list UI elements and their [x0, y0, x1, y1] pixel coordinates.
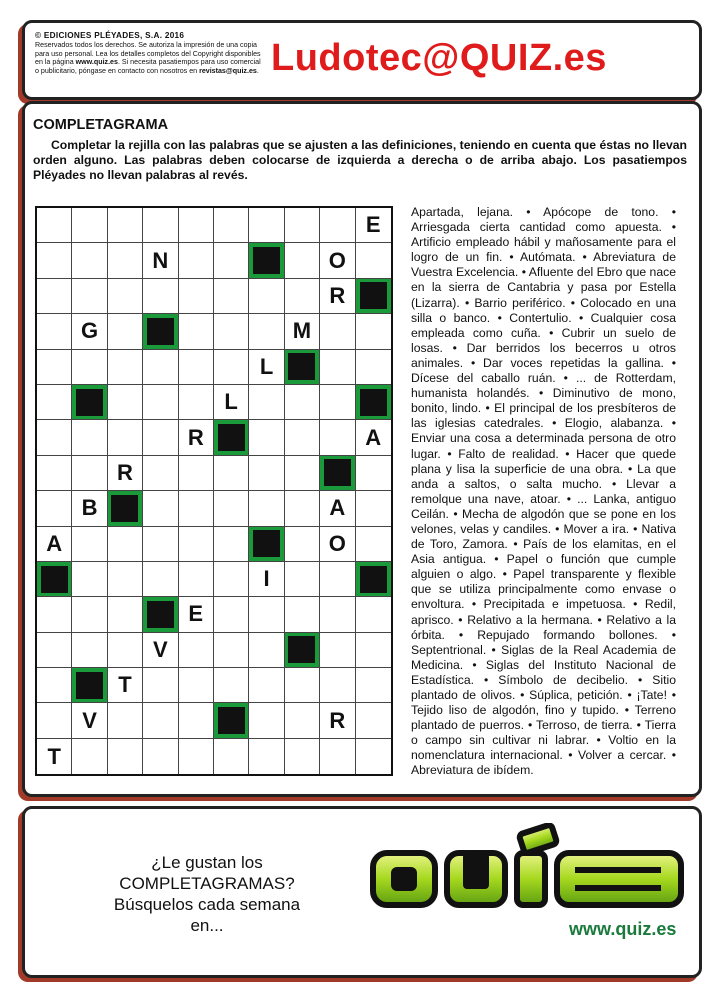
grid-empty-cell[interactable] [249, 597, 284, 632]
grid-letter-cell[interactable]: A [37, 527, 72, 562]
grid-letter-cell[interactable]: N [143, 243, 178, 278]
grid-empty-cell[interactable] [179, 562, 214, 597]
grid-empty-cell[interactable] [285, 385, 320, 420]
grid-empty-cell[interactable] [285, 279, 320, 314]
grid-empty-cell[interactable] [214, 527, 249, 562]
grid-empty-cell[interactable] [320, 668, 355, 703]
grid-empty-cell[interactable] [214, 350, 249, 385]
grid-empty-cell[interactable] [143, 279, 178, 314]
grid-empty-cell[interactable] [356, 703, 391, 738]
grid-empty-cell[interactable] [285, 668, 320, 703]
grid-letter-cell[interactable]: B [72, 491, 107, 526]
grid-empty-cell[interactable] [249, 279, 284, 314]
grid-black-cell [285, 633, 320, 668]
grid-empty-cell[interactable] [249, 668, 284, 703]
grid-black-cell [108, 491, 143, 526]
clue-list: Apartada, lejana. • Apócope de tono. • Arriesgada cierta cantidad como apuesta. • Artificio empleado hábil y mañosamente para el logro de un fin. • Autómata. • Abreviatura de Vuestra Excelencia. • Afluente del Ebro que nace en la sierra de Cantabria y pasa por Estella (Lizarra). • Barrio periférico. • Colocado en una silla o banco. • Contertulio. • Cualquier cosa empleada como cuña. • Cubrir un suelo de losas. • Dar berridos los becerros u otros animales. • Dar voces repetidas la gallina. • Dícese del caballo ruán. • ... de Rotterdam, humanista holandés. • Diminutivo de mono, bonito, lindo. • El principal de los presbíteros de las iglesias catedrales. • Elogio, alabanza. • Enviar una cosa a determinada persona de otro lugar. • Falto de realidad. • Hacer que quede plana y lisa la superficie de una obra. • La que anda a saltos, o salta mucho. • Llevar a remolque una nave, atoar. • ... Lanka, antiguo Ceilán. • Mecha de algodón que se pone en los velones, velas y candiles. • Mover a ira. • Nativa de Toro, Zamora. • País de los elamitas, en el Asia antigua. • Papel o función que cumple alguien o algo. • Papel transparente y flexible que se utiliza principalmente como envase o envoltura. • Precipitada e impetuosa. • Redil, aprisco. • Relativo a la hermana. • Relativo a la órbita. • Repujado formando bollones. • Septentrional. • Siglas de la Real Academia de Medicina. • Siglas del Instituto Nacional de Estadística. • Símbolo de decibelio. • Sitio plantado de olivos. • Súplica, petición. • ¡Tate! • Tejido liso de algodón, fino y tupido. • Terreno plantado de puerros. • Terroso, de tierra. • Tierra o campo sin cultivar ni labrar. • Voltio en la nomenclatura internacional. • Volver a cercar. • Abreviatura de ibídem. [411, 205, 676, 778]
copyright-text-1: Reservados todos los derechos. Se autoriza la impresión de una copia para uso personal. Lea los detalles completos del Copyright disponibles en la página [35, 41, 261, 66]
grid-letter-cell[interactable]: R [179, 420, 214, 455]
grid-empty-cell[interactable] [108, 279, 143, 314]
grid-empty-cell[interactable] [37, 243, 72, 278]
grid-empty-cell[interactable] [249, 314, 284, 349]
grid-empty-cell[interactable] [179, 739, 214, 774]
grid-empty-cell[interactable] [214, 243, 249, 278]
grid-empty-cell[interactable] [214, 739, 249, 774]
copyright-text-2: . Si necesita pasatiempos para uso comercial o publicitario, póngase en contacto con nosotros en [35, 58, 261, 75]
grid-empty-cell[interactable] [72, 350, 107, 385]
grid-black-cell [72, 668, 107, 703]
logo-letter-z [557, 853, 681, 905]
grid-letter-cell[interactable]: L [249, 350, 284, 385]
grid-empty-cell[interactable] [285, 243, 320, 278]
copyright-email-link[interactable]: revistas@quiz.es [199, 66, 257, 75]
grid-empty-cell[interactable] [37, 456, 72, 491]
grid-empty-cell[interactable] [72, 597, 107, 632]
grid-letter-cell[interactable]: V [143, 633, 178, 668]
grid-black-cell [143, 314, 178, 349]
grid-empty-cell[interactable] [214, 562, 249, 597]
grid-empty-cell[interactable] [72, 420, 107, 455]
grid-empty-cell[interactable] [179, 279, 214, 314]
grid-empty-cell[interactable] [143, 739, 178, 774]
grid-black-cell [285, 350, 320, 385]
website-link[interactable]: www.quiz.es [569, 919, 677, 939]
grid-empty-cell[interactable] [320, 385, 355, 420]
grid-empty-cell[interactable] [285, 597, 320, 632]
grid-empty-cell[interactable] [143, 208, 178, 243]
grid-letter-cell[interactable]: T [37, 739, 72, 774]
grid-empty-cell[interactable] [143, 350, 178, 385]
grid-black-cell [356, 385, 391, 420]
grid-empty-cell[interactable] [108, 243, 143, 278]
grid-empty-cell[interactable] [179, 350, 214, 385]
grid-letter-cell[interactable]: E [179, 597, 214, 632]
grid-empty-cell[interactable] [179, 208, 214, 243]
grid-empty-cell[interactable] [37, 350, 72, 385]
copyright-site-link[interactable]: www.quiz.es [75, 58, 118, 66]
grid-letter-cell[interactable]: R [108, 456, 143, 491]
grid-empty-cell[interactable] [214, 208, 249, 243]
grid-empty-cell[interactable] [108, 385, 143, 420]
grid-empty-cell[interactable] [143, 491, 178, 526]
grid-empty-cell[interactable] [285, 208, 320, 243]
grid-empty-cell[interactable] [320, 208, 355, 243]
grid-letter-cell[interactable]: V [72, 703, 107, 738]
grid-empty-cell[interactable] [37, 491, 72, 526]
grid-empty-cell[interactable] [72, 208, 107, 243]
grid-black-cell [356, 279, 391, 314]
grid-empty-cell[interactable] [143, 562, 178, 597]
brand-logo: Ludotec@QUIZ.es [271, 37, 607, 79]
grid-empty-cell[interactable] [249, 420, 284, 455]
grid-empty-cell[interactable] [37, 703, 72, 738]
grid-empty-cell[interactable] [72, 633, 107, 668]
grid-empty-cell[interactable] [356, 527, 391, 562]
grid-empty-cell[interactable] [108, 739, 143, 774]
grid-letter-cell[interactable]: A [356, 420, 391, 455]
grid-empty-cell[interactable] [72, 456, 107, 491]
grid-empty-cell[interactable] [108, 420, 143, 455]
grid-empty-cell[interactable] [249, 739, 284, 774]
puzzle-box [22, 101, 702, 797]
grid-empty-cell[interactable] [249, 385, 284, 420]
grid-empty-cell[interactable] [72, 527, 107, 562]
grid-empty-cell[interactable] [179, 491, 214, 526]
grid-empty-cell[interactable] [143, 703, 178, 738]
grid-empty-cell[interactable] [72, 562, 107, 597]
grid-empty-cell[interactable] [285, 739, 320, 774]
grid-empty-cell[interactable] [179, 456, 214, 491]
grid-empty-cell[interactable] [72, 279, 107, 314]
grid-empty-cell[interactable] [108, 527, 143, 562]
grid-empty-cell[interactable] [356, 668, 391, 703]
grid-black-cell [249, 243, 284, 278]
grid-black-cell [320, 456, 355, 491]
grid-black-cell [72, 385, 107, 420]
puzzle-instructions: Completar la rejilla con las palabras que se ajusten a las definiciones, teniendo en cuenta que éstas no llevan orden alguno. Las palabras deben colocarse de izquierda a derecha o de arriba abajo. Los pasatiempos Pléyades no llevan palabras al revés. [33, 138, 687, 182]
grid-letter-cell[interactable]: E [356, 208, 391, 243]
grid-empty-cell[interactable] [356, 243, 391, 278]
grid-black-cell [143, 597, 178, 632]
grid-empty-cell[interactable] [37, 597, 72, 632]
grid-empty-cell[interactable] [37, 314, 72, 349]
grid-empty-cell[interactable] [285, 703, 320, 738]
copyright-notice [35, 31, 263, 75]
grid-empty-cell[interactable] [249, 491, 284, 526]
grid-empty-cell[interactable] [214, 279, 249, 314]
logo-letter-i [517, 853, 545, 905]
grid-empty-cell[interactable] [356, 456, 391, 491]
grid-empty-cell[interactable] [108, 314, 143, 349]
grid-empty-cell[interactable] [108, 350, 143, 385]
grid-letter-cell[interactable]: T [108, 668, 143, 703]
grid-letter-cell[interactable]: M [285, 314, 320, 349]
copyright-text-3: . [256, 66, 259, 75]
grid-empty-cell[interactable] [143, 385, 178, 420]
grid-empty-cell[interactable] [285, 491, 320, 526]
grid-empty-cell[interactable] [179, 527, 214, 562]
quiz-logo [365, 823, 695, 919]
grid-empty-cell[interactable] [249, 456, 284, 491]
grid-empty-cell[interactable] [37, 668, 72, 703]
grid-black-cell [214, 420, 249, 455]
publisher-line: © EDICIONES PLÉYADES, S.A. 2016 [35, 31, 185, 40]
grid-empty-cell[interactable] [179, 314, 214, 349]
promo-line-3: Búsquelos cada semana en... [113, 895, 301, 935]
grid-empty-cell[interactable] [72, 739, 107, 774]
grid-empty-cell[interactable] [214, 456, 249, 491]
grid-empty-cell[interactable] [356, 597, 391, 632]
grid-empty-cell[interactable] [37, 208, 72, 243]
grid-empty-cell[interactable] [285, 562, 320, 597]
grid-empty-cell[interactable] [108, 562, 143, 597]
grid-empty-cell[interactable] [143, 456, 178, 491]
grid-empty-cell[interactable] [356, 491, 391, 526]
grid-letter-cell[interactable]: O [320, 527, 355, 562]
grid-letter-cell[interactable]: L [214, 385, 249, 420]
header-box [22, 20, 702, 100]
grid-empty-cell[interactable] [37, 279, 72, 314]
crossword-grid[interactable] [35, 206, 393, 776]
grid-black-cell [356, 562, 391, 597]
grid-empty-cell[interactable] [320, 562, 355, 597]
grid-empty-cell[interactable] [37, 633, 72, 668]
grid-empty-cell[interactable] [356, 633, 391, 668]
grid-empty-cell[interactable] [179, 633, 214, 668]
grid-empty-cell[interactable] [108, 597, 143, 632]
grid-empty-cell[interactable] [37, 385, 72, 420]
grid-empty-cell[interactable] [320, 633, 355, 668]
promo-box [22, 806, 702, 978]
promo-line-2: COMPLETAGRAMAS? [119, 874, 295, 893]
grid-empty-cell[interactable] [108, 208, 143, 243]
grid-empty-cell[interactable] [143, 527, 178, 562]
grid-letter-cell[interactable]: O [320, 243, 355, 278]
grid-empty-cell[interactable] [214, 491, 249, 526]
grid-empty-cell[interactable] [108, 633, 143, 668]
grid-empty-cell[interactable] [179, 385, 214, 420]
grid-empty-cell[interactable] [249, 703, 284, 738]
grid-empty-cell[interactable] [249, 208, 284, 243]
grid-empty-cell[interactable] [285, 420, 320, 455]
grid-empty-cell[interactable] [285, 527, 320, 562]
grid-empty-cell[interactable] [320, 739, 355, 774]
grid-black-cell [214, 703, 249, 738]
grid-empty-cell[interactable] [179, 668, 214, 703]
grid-empty-cell[interactable] [214, 633, 249, 668]
grid-empty-cell[interactable] [72, 243, 107, 278]
grid-empty-cell[interactable] [37, 420, 72, 455]
grid-empty-cell[interactable] [214, 597, 249, 632]
grid-empty-cell[interactable] [214, 314, 249, 349]
promo-line-1: ¿Le gustan los [151, 853, 263, 872]
grid-empty-cell[interactable] [320, 314, 355, 349]
grid-empty-cell[interactable] [249, 633, 284, 668]
grid-empty-cell[interactable] [108, 703, 143, 738]
grid-empty-cell[interactable] [356, 350, 391, 385]
logo-letter-i-dot [519, 824, 558, 854]
puzzle-title: COMPLETAGRAMA [33, 117, 169, 133]
grid-letter-cell[interactable]: R [320, 279, 355, 314]
grid-empty-cell[interactable] [356, 314, 391, 349]
logo-text: quiz [530, 916, 532, 917]
grid-letter-cell[interactable]: A [320, 491, 355, 526]
grid-black-cell [249, 527, 284, 562]
grid-empty-cell[interactable] [356, 739, 391, 774]
grid-letter-cell[interactable]: G [72, 314, 107, 349]
grid-empty-cell[interactable] [143, 420, 178, 455]
grid-empty-cell[interactable] [143, 668, 178, 703]
promo-text [107, 852, 307, 936]
grid-letter-cell[interactable]: I [249, 562, 284, 597]
grid-empty-cell[interactable] [320, 420, 355, 455]
grid-empty-cell[interactable] [179, 703, 214, 738]
grid-empty-cell[interactable] [320, 350, 355, 385]
grid-empty-cell[interactable] [214, 668, 249, 703]
grid-empty-cell[interactable] [179, 243, 214, 278]
grid-black-cell [37, 562, 72, 597]
grid-letter-cell[interactable]: R [320, 703, 355, 738]
grid-empty-cell[interactable] [285, 456, 320, 491]
grid-empty-cell[interactable] [320, 597, 355, 632]
